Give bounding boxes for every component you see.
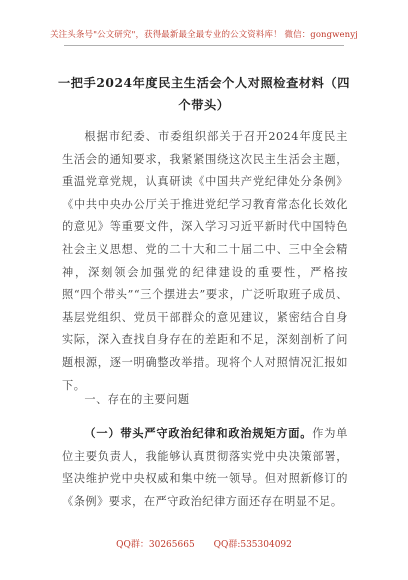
subsection-paragraph [62, 422, 348, 513]
document-title: 一把手2024年度民主生活会个人对照检查材料（四个带头） [57, 76, 351, 112]
section-heading-text: 一、存在的主要问题 [84, 393, 190, 406]
section-heading [62, 389, 190, 412]
subsection-heading: （一）带头严守政治纪律和政治规矩方面。 [84, 426, 313, 440]
footer-contacts [0, 537, 408, 550]
document-body [62, 126, 348, 397]
header-promo-note: 关注头条号"公文研究"，获得最新最全最专业的公文资料库！ 微信：gongwenyj [50, 30, 358, 40]
footer-qq-group-1: QQ群：30265665 [116, 540, 195, 550]
footer-qq-group-2: QQ群:535304092 [213, 540, 292, 550]
intro-paragraph: 根据市纪委、市委组织部关于召开2024年度民主生活会的通知要求，我紧紧围绕这次民主生活会主题，重温党章党规，认真研读《中国共产党纪律处分条例》《中共中央办公厅关于推进党纪学习教育常态化长效化的意见》等重要文件，深入学习习近平新时代中国特色社会主义思想、党的二十大和二十届二中、三中全会精神，深刻领会加强党的纪律建设的重要性，严格按照“四个带头”“三个摆进去”要求，广泛听取班子成员、基层党组织、党员干部群众的意见建议，紧密结合自身实际，深入查找自身存在的差距和不足，深刻剖析了问题根源，逐一明确整改举措。现将个人对照情况汇报如下。 [62, 130, 348, 392]
subsection-text: 作为单位主要负责人，我能够认真贯彻落实党中央决策部署，坚决维护党中央权威和集中统一领导。但对照新修订的《条例》要求，在严守政治纪律方面还存在明显不足。 [62, 427, 348, 508]
header-divider [64, 45, 344, 46]
